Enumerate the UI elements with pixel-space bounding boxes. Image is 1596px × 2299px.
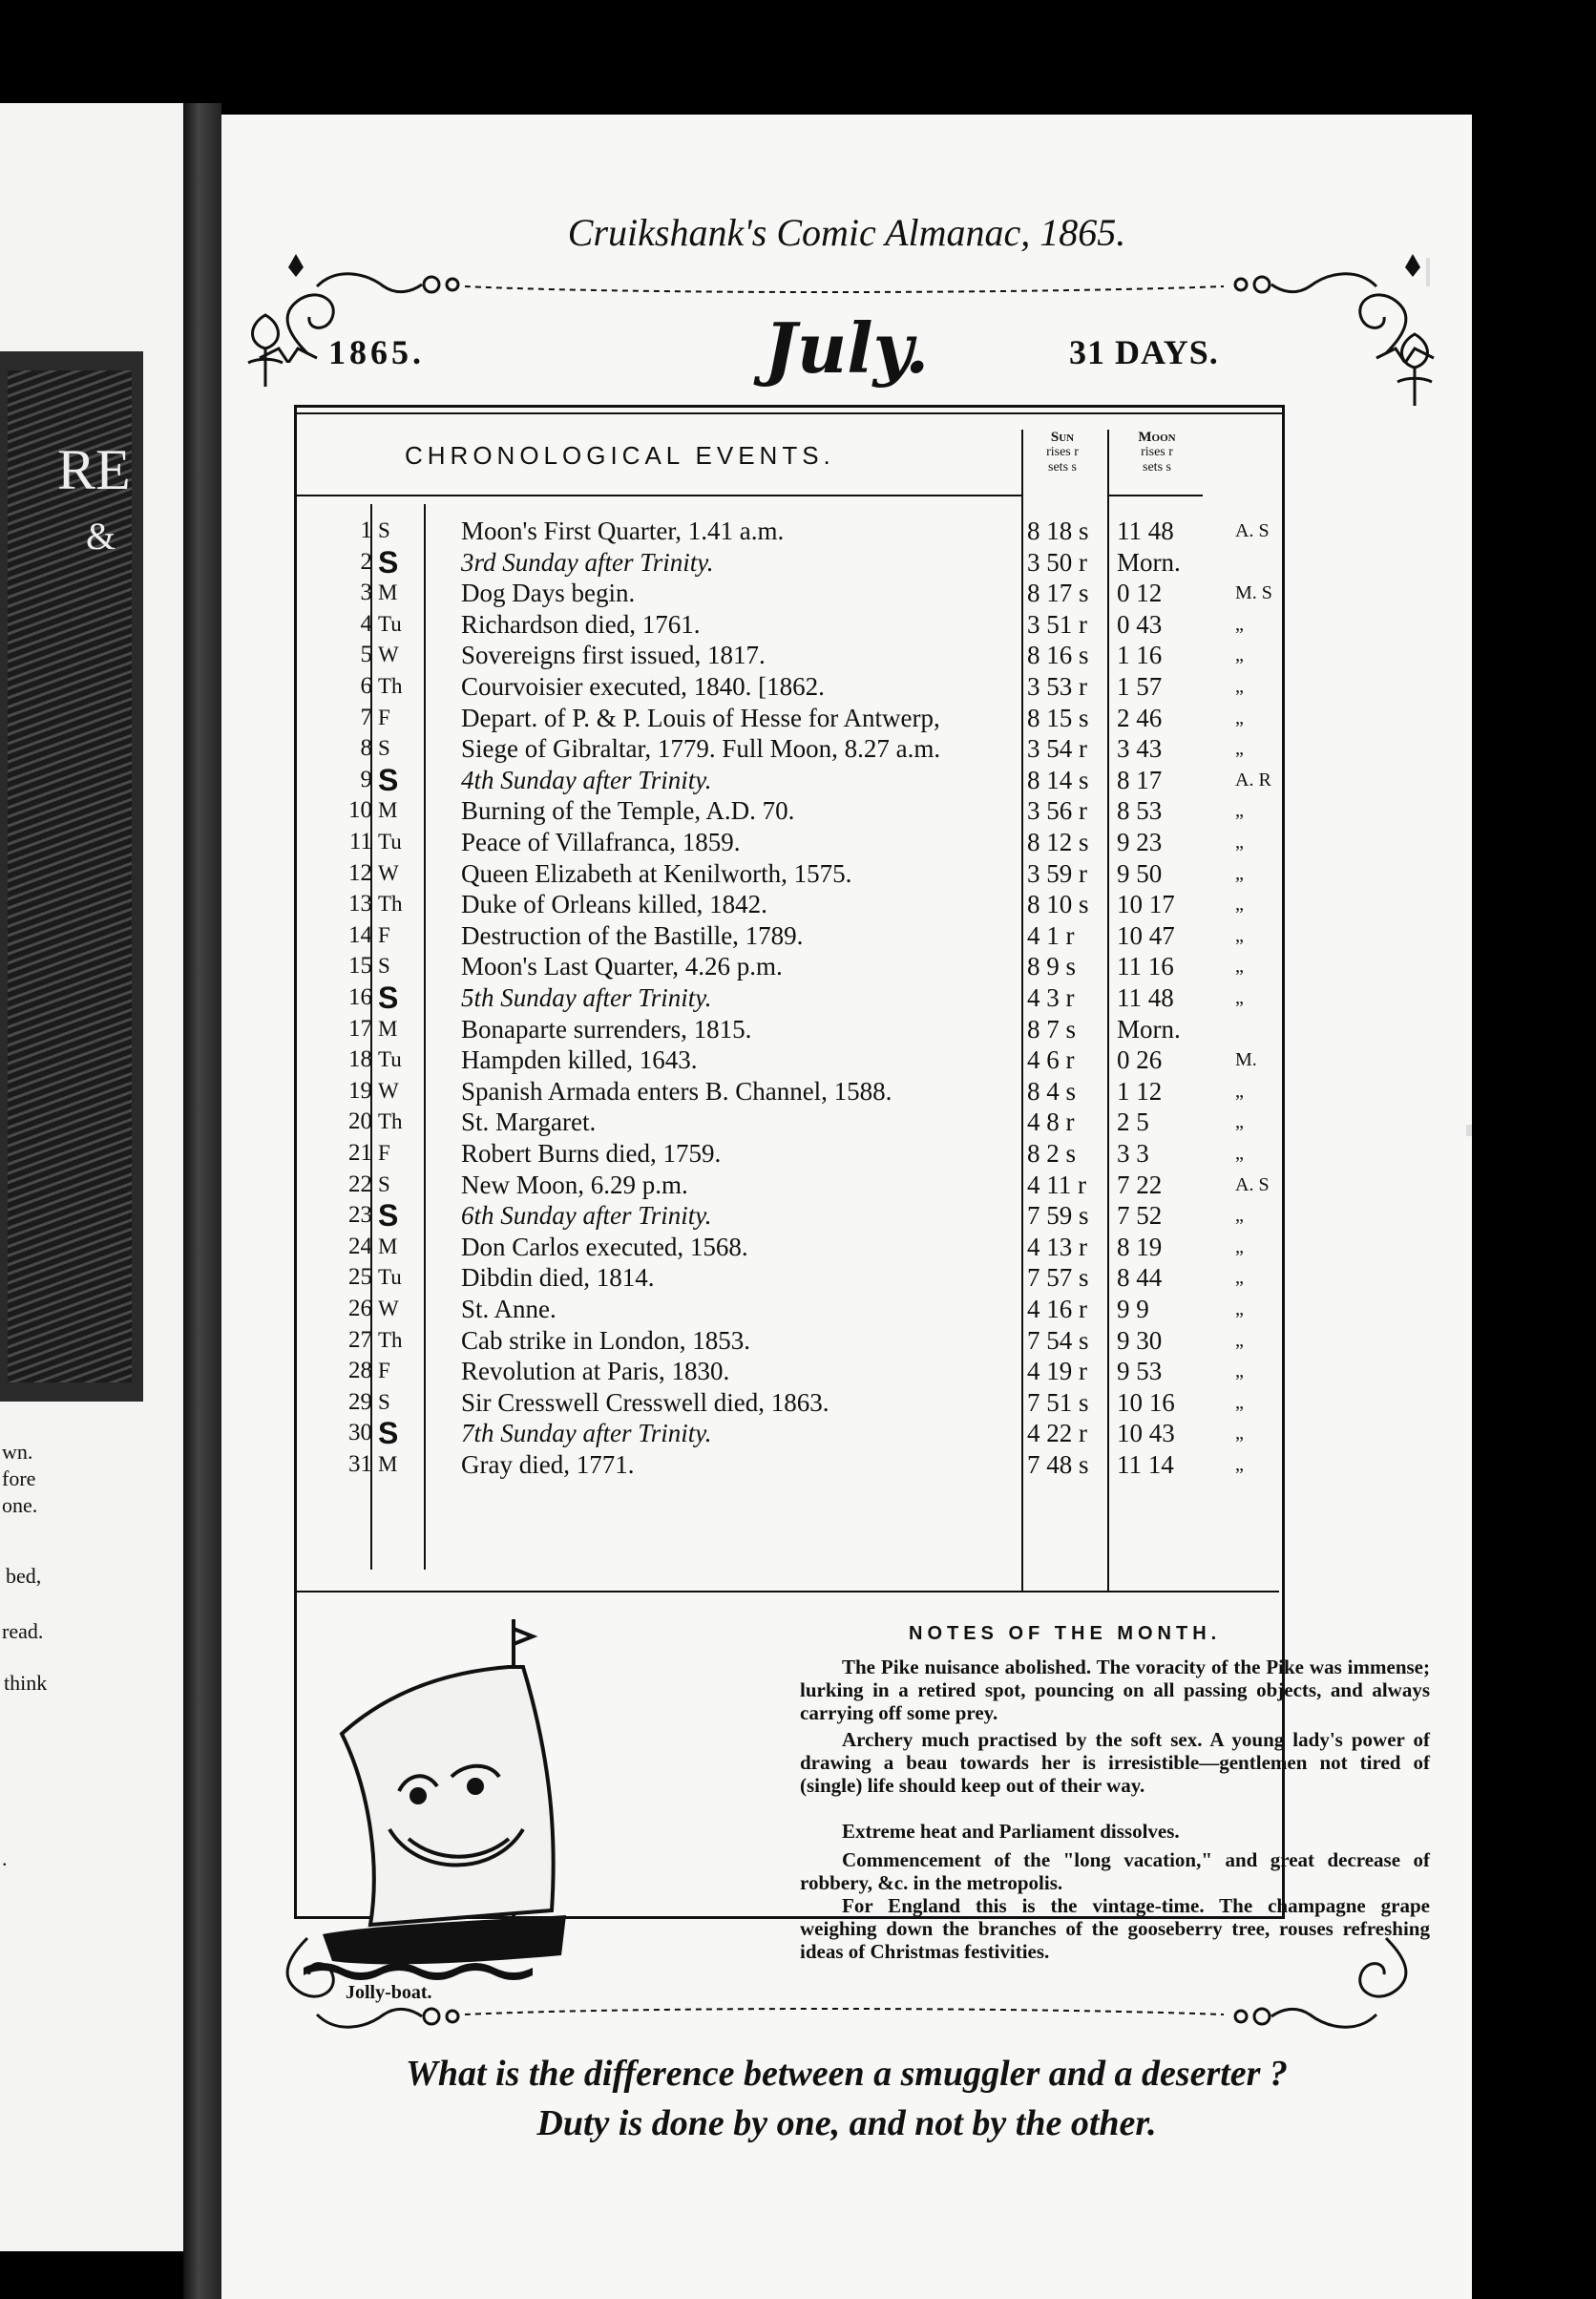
riddle-answer: Duty is done by one, and not by the other. — [536, 2103, 1157, 2143]
event-text: St. Anne. — [461, 1295, 556, 1323]
calendar-row — [294, 578, 1439, 608]
weekday: S — [378, 762, 399, 797]
moon-time: 8 19 — [1117, 1232, 1163, 1261]
moon-note: „ — [1235, 1454, 1244, 1475]
moon-time: 9 50 — [1117, 858, 1163, 888]
left-text-line: read. — [2, 1619, 44, 1643]
sun-time: 3 54 r — [1027, 734, 1087, 764]
left-fleur-ornament — [239, 306, 292, 391]
sun-time: 7 59 s — [1027, 1201, 1089, 1231]
moon-note: A. S — [1235, 1173, 1270, 1195]
day-number: 18 — [348, 1046, 372, 1073]
right-fleur-ornament — [1386, 325, 1443, 411]
moon-time: 10 43 — [1117, 1419, 1175, 1448]
moon-time: 10 47 — [1117, 920, 1175, 950]
calendar-row — [294, 1044, 1439, 1075]
sun-time: 4 6 r — [1027, 1045, 1075, 1075]
weekday: Tu — [378, 611, 402, 636]
day-number: 1 — [360, 517, 372, 543]
heading-rule — [294, 495, 1021, 496]
sun-time: 8 18 s — [1027, 517, 1089, 545]
moon-note: „ — [1235, 1423, 1244, 1445]
weekday: Tu — [378, 1047, 402, 1072]
day-number: 19 — [348, 1077, 372, 1104]
sun-time: 7 54 s — [1027, 1325, 1089, 1355]
event-text: Gray died, 1771. — [461, 1450, 635, 1479]
event-text: Sovereigns first issued, 1817. — [461, 641, 766, 670]
weekday: S — [378, 544, 399, 580]
moon-time: 9 30 — [1117, 1325, 1163, 1355]
sun-heading-sets: sets s — [1048, 460, 1077, 475]
sun-time: 4 11 r — [1027, 1170, 1086, 1199]
calendar-row — [294, 609, 1439, 640]
book-gutter — [183, 103, 221, 2299]
calendar-row — [294, 795, 1439, 826]
notes-title: NOTES OF THE MONTH. — [909, 1623, 1222, 1644]
day-number: 3 — [360, 580, 372, 606]
calendar-row — [294, 762, 1439, 797]
sun-time: 4 16 r — [1027, 1295, 1087, 1323]
left-illustration — [0, 351, 143, 1402]
moon-time: 10 16 — [1117, 1387, 1175, 1417]
calendar-row — [294, 544, 1439, 580]
day-number: 28 — [348, 1358, 372, 1384]
sun-time: 4 13 r — [1027, 1232, 1087, 1261]
sun-time: 3 56 r — [1027, 796, 1087, 826]
weekday: Th — [378, 892, 403, 917]
note-paragraph: The Pike nuisance abolished. The voracity of the Pike was immense; lurking in a retired spot, pouncing on all passing objects, and always carrying off some prey. — [800, 1656, 1430, 1724]
calendar-row — [294, 703, 1439, 733]
moon-note: „ — [1235, 1143, 1244, 1164]
moon-time: 8 44 — [1117, 1263, 1163, 1293]
sun-time: 8 9 s — [1027, 952, 1077, 981]
event-text: Courvoisier executed, 1840. [1862. — [461, 672, 825, 701]
moon-time: 0 43 — [1117, 609, 1163, 639]
event-text: Hampden killed, 1643. — [461, 1045, 698, 1075]
weekday: W — [378, 643, 399, 667]
event-text: Siege of Gibraltar, 1779. Full Moon, 8.27 a.m. — [461, 734, 941, 764]
calendar-row — [294, 858, 1439, 889]
day-number: 7 — [360, 704, 372, 730]
weekday: S — [378, 518, 390, 542]
weekday: M — [378, 1234, 398, 1258]
day-number: 2 — [360, 548, 372, 575]
event-text: 4th Sunday after Trinity. — [461, 765, 712, 794]
event-text: New Moon, 6.29 p.m. — [461, 1170, 688, 1199]
moon-time: Morn. — [1117, 1014, 1181, 1044]
heading-rule-right — [1107, 495, 1203, 496]
note-paragraph: Extreme heat and Parliament dissolves. — [842, 1820, 1180, 1843]
calendar-row — [294, 733, 1439, 764]
weekday: S — [378, 1389, 390, 1414]
weekday: F — [378, 922, 390, 947]
day-number: 10 — [348, 797, 372, 824]
weekday: W — [378, 1297, 399, 1320]
moon-note: A. R — [1235, 769, 1271, 791]
calendar-row — [294, 1387, 1439, 1418]
moon-note: „ — [1235, 738, 1244, 760]
calendar-row — [294, 1076, 1439, 1107]
margin-speck — [1466, 1125, 1472, 1136]
moon-time: 11 48 — [1117, 983, 1174, 1012]
calendar-row — [294, 1138, 1439, 1169]
day-number: 8 — [360, 735, 372, 762]
calendar-row — [294, 516, 1439, 546]
moon-note: „ — [1235, 894, 1244, 916]
moon-note: M. — [1235, 1049, 1257, 1071]
day-number: 30 — [348, 1420, 372, 1446]
weekday: S — [378, 1416, 399, 1451]
moon-column-heading — [1109, 430, 1205, 475]
calendar-row — [294, 1014, 1439, 1044]
sun-time: 4 1 r — [1027, 920, 1075, 950]
event-text: Moon's First Quarter, 1.41 a.m. — [461, 517, 785, 545]
weekday: Th — [378, 1109, 403, 1134]
moon-time: 8 17 — [1117, 765, 1163, 794]
weekday: F — [378, 1359, 390, 1383]
event-text: Moon's Last Quarter, 4.26 p.m. — [461, 952, 783, 981]
sun-time: 8 16 s — [1027, 641, 1089, 670]
moon-note: „ — [1235, 1298, 1244, 1319]
day-number: 25 — [348, 1264, 372, 1291]
weekday: S — [378, 981, 399, 1015]
moon-note: „ — [1235, 832, 1244, 853]
left-text-line: think — [4, 1671, 48, 1695]
moon-time: 0 26 — [1117, 1045, 1163, 1075]
sun-time: 8 14 s — [1027, 765, 1089, 794]
moon-note: „ — [1235, 613, 1244, 635]
weekday: Tu — [378, 830, 402, 854]
left-illustration-text-1: RE — [57, 438, 131, 501]
event-text: Dibdin died, 1814. — [461, 1263, 655, 1293]
calendar-row — [294, 1232, 1439, 1262]
moon-note: „ — [1235, 1205, 1244, 1227]
calendar-row — [294, 1416, 1439, 1451]
moon-note: „ — [1235, 1267, 1244, 1289]
moon-heading-rises: rises r — [1141, 445, 1173, 459]
note-paragraph: For England this is the vintage-time. The champagne grape weighing down the branches of the gooseberry tree, rouses refreshing ideas of Christmas festivities. — [800, 1894, 1430, 1963]
table-bottom-rule — [294, 1591, 1279, 1592]
event-text: Dog Days begin. — [461, 579, 636, 608]
note-paragraph: Commencement of the "long vacation," and great decrease of robbery, &c. in the metropolis. — [800, 1848, 1430, 1894]
header-month: July. — [764, 307, 930, 389]
calendar-row — [294, 889, 1439, 919]
day-number: 29 — [348, 1388, 372, 1415]
left-illustration-text-2: & — [86, 515, 116, 558]
moon-note: „ — [1235, 800, 1244, 822]
weekday: M — [378, 1452, 398, 1476]
sun-column-heading — [1020, 430, 1104, 475]
event-text: Depart. of P. & P. Louis of Hesse for Antwerp, — [461, 703, 940, 732]
day-number: 9 — [360, 766, 372, 792]
sun-time: 3 59 r — [1027, 858, 1087, 888]
day-number: 14 — [348, 921, 372, 948]
sun-time: 8 12 s — [1027, 828, 1089, 856]
calendar-row — [294, 1107, 1439, 1137]
calendar-row — [294, 671, 1439, 702]
day-number: 21 — [348, 1140, 372, 1166]
calendar-row — [294, 1170, 1439, 1200]
sun-time: 4 19 r — [1027, 1357, 1087, 1386]
sun-time: 4 22 r — [1027, 1419, 1087, 1448]
calendar-row — [294, 1198, 1439, 1234]
moon-note: M. S — [1235, 582, 1272, 604]
running-head: Cruikshank's Comic Almanac, 1865. — [567, 211, 1126, 254]
sun-time: 8 7 s — [1027, 1014, 1077, 1044]
left-page-fragment — [0, 103, 183, 2251]
day-number: 15 — [348, 953, 372, 980]
moon-note: „ — [1235, 1329, 1244, 1351]
event-text: 5th Sunday after Trinity. — [461, 983, 712, 1012]
weekday: W — [378, 1078, 399, 1103]
calendar-row — [294, 951, 1439, 981]
moon-note: „ — [1235, 1111, 1244, 1133]
moon-note: „ — [1235, 644, 1244, 666]
sun-time: 3 50 r — [1027, 547, 1087, 577]
moon-note: „ — [1235, 1391, 1244, 1413]
margin-speck — [1426, 258, 1430, 286]
calendar-row — [294, 640, 1439, 670]
day-number: 31 — [348, 1451, 372, 1477]
moon-note: A. S — [1235, 520, 1270, 541]
sun-time: 7 57 s — [1027, 1263, 1089, 1293]
moon-time: 3 3 — [1117, 1139, 1149, 1168]
calendar-row — [294, 827, 1439, 857]
weekday: M — [378, 798, 398, 823]
moon-time: 11 48 — [1117, 517, 1174, 545]
day-number: 16 — [348, 984, 372, 1010]
sun-time: 3 51 r — [1027, 609, 1087, 639]
calendar-row — [294, 1449, 1439, 1480]
event-text: 7th Sunday after Trinity. — [461, 1419, 712, 1448]
left-text-line: bed, — [6, 1564, 42, 1588]
event-text: Richardson died, 1761. — [461, 609, 701, 639]
moon-time: 0 12 — [1117, 579, 1163, 608]
moon-time: 10 17 — [1117, 890, 1175, 919]
left-text-line: . — [2, 1846, 8, 1870]
moon-time: 2 5 — [1117, 1107, 1149, 1137]
calendar-row — [294, 1356, 1439, 1386]
sun-time: 8 15 s — [1027, 703, 1089, 732]
event-text: Cab strike in London, 1853. — [461, 1325, 750, 1355]
event-text: Queen Elizabeth at Kenilworth, 1575. — [461, 858, 852, 888]
sun-time: 7 48 s — [1027, 1450, 1089, 1479]
sun-time: 8 17 s — [1027, 579, 1089, 608]
moon-time: 2 46 — [1117, 703, 1163, 732]
day-number: 17 — [348, 1015, 372, 1042]
chronological-events-heading: CHRONOLOGICAL EVENTS. — [405, 441, 835, 470]
moon-note: „ — [1235, 924, 1244, 946]
moon-time: 1 12 — [1117, 1076, 1163, 1106]
day-number: 23 — [348, 1202, 372, 1229]
left-text-line: fore — [2, 1466, 36, 1490]
moon-heading-sets: sets s — [1143, 460, 1171, 475]
day-number: 13 — [348, 891, 372, 917]
boat-caption: Jolly-boat. — [346, 1982, 432, 2003]
day-number: 26 — [348, 1296, 372, 1321]
weekday: F — [378, 1141, 390, 1165]
event-text: Duke of Orleans killed, 1842. — [461, 890, 767, 919]
weekday: Th — [378, 674, 403, 698]
day-number: 27 — [348, 1326, 372, 1353]
moon-time: 9 53 — [1117, 1357, 1163, 1386]
moon-note: „ — [1235, 707, 1244, 728]
calendar-row — [294, 1294, 1439, 1324]
day-number: 6 — [360, 673, 372, 699]
day-number: 5 — [360, 642, 372, 668]
calendar-row — [294, 1262, 1439, 1293]
weekday: M — [378, 580, 398, 605]
day-number: 4 — [360, 610, 372, 637]
weekday: Th — [378, 1327, 403, 1352]
weekday: S — [378, 954, 390, 979]
moon-time: 9 9 — [1117, 1295, 1149, 1323]
event-text: Burning of the Temple, A.D. 70. — [461, 796, 795, 826]
riddle-question: What is the difference between a smuggler and a deserter ? — [406, 2054, 1288, 2094]
sun-time: 8 2 s — [1027, 1139, 1077, 1168]
event-text: Bonaparte surrenders, 1815. — [461, 1014, 752, 1044]
event-text: Sir Cresswell Cresswell died, 1863. — [461, 1387, 830, 1417]
moon-note: „ — [1235, 862, 1244, 884]
sun-heading-title: Sun — [1050, 430, 1075, 445]
sun-time: 3 53 r — [1027, 672, 1087, 701]
moon-heading-title: Moon — [1138, 430, 1176, 445]
day-number: 24 — [348, 1233, 372, 1259]
moon-time: Morn. — [1117, 547, 1181, 577]
moon-note: „ — [1235, 1080, 1244, 1102]
day-number: 20 — [348, 1108, 372, 1135]
calendar-row — [294, 982, 1439, 1013]
event-text: Destruction of the Bastille, 1789. — [461, 920, 804, 950]
left-text-line: wn. — [2, 1440, 33, 1464]
moon-note: „ — [1235, 1360, 1244, 1382]
event-text: Robert Burns died, 1759. — [461, 1139, 722, 1168]
sun-time: 8 10 s — [1027, 890, 1089, 919]
calendar-row — [294, 920, 1439, 951]
event-text: Don Carlos executed, 1568. — [461, 1232, 748, 1261]
weekday: M — [378, 1016, 398, 1041]
day-number: 12 — [348, 859, 372, 886]
moon-time: 9 23 — [1117, 828, 1163, 856]
event-text: 6th Sunday after Trinity. — [461, 1201, 712, 1231]
almanac-page — [221, 115, 1472, 2299]
moon-note: „ — [1235, 987, 1244, 1008]
weekday: Tu — [378, 1265, 402, 1290]
header-year: 1865. — [328, 333, 425, 371]
event-text: Revolution at Paris, 1830. — [461, 1357, 730, 1386]
sun-time: 4 3 r — [1027, 983, 1075, 1012]
moon-note: „ — [1235, 1235, 1244, 1257]
moon-time: 8 53 — [1117, 796, 1163, 826]
weekday: W — [378, 860, 399, 885]
weekday: F — [378, 705, 390, 729]
day-number: 11 — [348, 829, 372, 854]
sun-time: 4 8 r — [1027, 1107, 1075, 1137]
moon-time: 7 52 — [1117, 1201, 1163, 1231]
moon-time: 11 16 — [1117, 952, 1174, 981]
weekday: S — [378, 1198, 399, 1234]
event-text: 3rd Sunday after Trinity. — [461, 547, 714, 577]
sun-time: 8 4 s — [1027, 1076, 1077, 1106]
weekday: S — [378, 1171, 390, 1196]
left-text-line: one. — [2, 1493, 38, 1517]
moon-note: „ — [1235, 956, 1244, 978]
moon-time: 7 22 — [1117, 1170, 1163, 1199]
event-text: St. Margaret. — [461, 1107, 597, 1137]
moon-time: 1 57 — [1117, 672, 1163, 701]
moon-time: 11 14 — [1117, 1450, 1174, 1479]
event-text: Spanish Armada enters B. Channel, 1588. — [461, 1076, 892, 1106]
bottom-flourish-ornament — [250, 1929, 1443, 2043]
sun-time: 7 51 s — [1027, 1387, 1089, 1417]
event-text: Peace of Villafranca, 1859. — [461, 828, 741, 856]
moon-note: „ — [1235, 676, 1244, 697]
sun-heading-rises: rises r — [1046, 445, 1079, 459]
weekday: S — [378, 736, 390, 761]
calendar-row — [294, 1325, 1439, 1356]
moon-time: 3 43 — [1117, 734, 1163, 764]
day-number: 22 — [348, 1171, 372, 1197]
moon-time: 1 16 — [1117, 641, 1163, 670]
header-days: 31 DAYS. — [1069, 333, 1219, 371]
note-paragraph: Archery much practised by the soft sex. A young lady's power of drawing a beau towards her is irresistible—gentlemen not tired of (single) life should keep out of their way. — [800, 1728, 1430, 1797]
